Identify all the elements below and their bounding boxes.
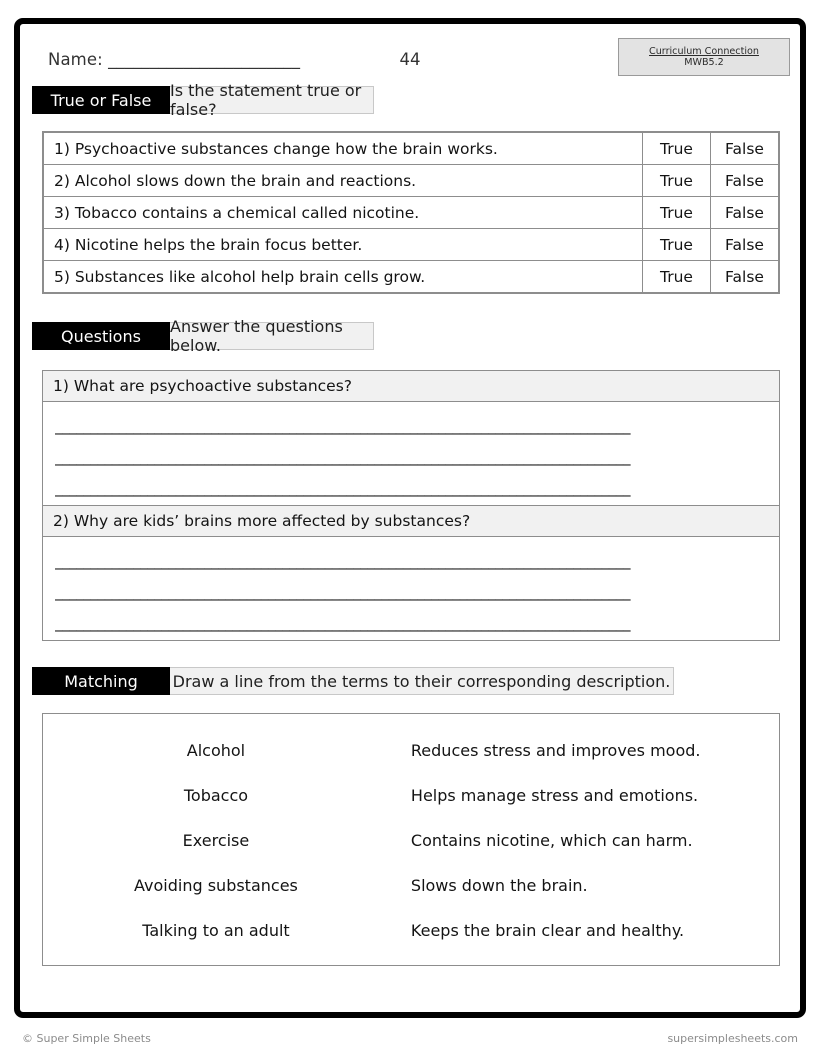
- table-row: [44, 165, 779, 197]
- questions-section-tag: Questions: [32, 322, 170, 350]
- matching-term[interactable]: Tobacco: [183, 786, 249, 805]
- matching-instruction: Draw a line from the terms to their corresponding description.: [170, 667, 674, 695]
- true-false-section-tag: True or False: [32, 86, 170, 114]
- question-block: [43, 371, 779, 505]
- matching-term[interactable]: Exercise: [182, 831, 250, 850]
- worksheet-header: [28, 32, 792, 86]
- matching-section-header: [32, 667, 792, 695]
- matching-description[interactable]: Reduces stress and improves mood.: [410, 741, 701, 760]
- tf-statement: 5) Substances like alcohol help brain cells grow.: [44, 261, 643, 293]
- matching-term[interactable]: Talking to an adult: [142, 921, 290, 940]
- answer-line[interactable]: _________________________________________________________________________________: [55, 479, 631, 497]
- question-prompt: 1) What are psychoactive substances?: [43, 371, 779, 402]
- tf-true-option[interactable]: True: [643, 133, 711, 165]
- tf-false-option[interactable]: False: [711, 261, 779, 293]
- footer-website[interactable]: supersimplesheets.com: [667, 1032, 798, 1045]
- true-false-table-wrapper: [42, 131, 780, 294]
- tf-true-option[interactable]: True: [643, 229, 711, 261]
- list-item: [43, 908, 779, 953]
- true-false-table: [43, 132, 779, 293]
- list-item: [43, 863, 779, 908]
- matching-section-tag: Matching: [32, 667, 170, 695]
- page-number: 44: [399, 49, 421, 69]
- tf-statement: 4) Nicotine helps the brain focus better.: [44, 229, 643, 261]
- page-content: [28, 32, 792, 1004]
- answer-line[interactable]: _________________________________________________________________________________: [55, 448, 631, 466]
- tf-statement: 3) Tobacco contains a chemical called nicotine.: [44, 197, 643, 229]
- true-false-instruction: Is the statement true or false?: [170, 86, 374, 114]
- table-row: [44, 133, 779, 165]
- list-item: [43, 818, 779, 863]
- curriculum-connection-box: [618, 38, 790, 76]
- footer-copyright: © Super Simple Sheets: [22, 1032, 151, 1045]
- tf-false-option[interactable]: False: [711, 133, 779, 165]
- questions-instruction: Answer the questions below.: [170, 322, 374, 350]
- table-row: [44, 197, 779, 229]
- question-block: [43, 505, 779, 640]
- tf-false-option[interactable]: False: [711, 197, 779, 229]
- question-answer-area[interactable]: [43, 537, 779, 640]
- matching-description[interactable]: Contains nicotine, which can harm.: [410, 831, 693, 850]
- answer-line[interactable]: _________________________________________________________________________________: [55, 614, 631, 632]
- table-row: [44, 229, 779, 261]
- page-footer: [22, 1032, 798, 1045]
- tf-false-option[interactable]: False: [711, 229, 779, 261]
- answer-line[interactable]: _________________________________________________________________________________: [55, 552, 631, 570]
- matching-description[interactable]: Slows down the brain.: [410, 876, 588, 895]
- questions-wrapper: [42, 370, 780, 641]
- list-item: [43, 728, 779, 773]
- true-false-section-header: [32, 81, 792, 119]
- curriculum-connection-code: MWB5.2: [684, 57, 724, 68]
- answer-line[interactable]: _________________________________________________________________________________: [55, 417, 631, 435]
- name-field-label[interactable]: Name: _______________________: [48, 49, 301, 69]
- matching-description[interactable]: Helps manage stress and emotions.: [410, 786, 699, 805]
- tf-true-option[interactable]: True: [643, 197, 711, 229]
- question-prompt: 2) Why are kids’ brains more affected by substances?: [43, 505, 779, 537]
- question-answer-area[interactable]: [43, 402, 779, 505]
- tf-true-option[interactable]: True: [643, 261, 711, 293]
- questions-section-header: [32, 317, 792, 355]
- answer-line[interactable]: _________________________________________________________________________________: [55, 583, 631, 601]
- tf-statement: 1) Psychoactive substances change how the brain works.: [44, 133, 643, 165]
- list-item: [43, 773, 779, 818]
- table-row: [44, 261, 779, 293]
- tf-false-option[interactable]: False: [711, 165, 779, 197]
- curriculum-connection-title: Curriculum Connection: [649, 45, 759, 57]
- matching-description[interactable]: Keeps the brain clear and healthy.: [410, 921, 685, 940]
- worksheet-page: [14, 18, 806, 1018]
- matching-wrapper[interactable]: [42, 713, 780, 966]
- tf-true-option[interactable]: True: [643, 165, 711, 197]
- matching-term[interactable]: Alcohol: [186, 741, 246, 760]
- tf-statement: 2) Alcohol slows down the brain and reactions.: [44, 165, 643, 197]
- matching-term[interactable]: Avoiding substances: [134, 876, 298, 895]
